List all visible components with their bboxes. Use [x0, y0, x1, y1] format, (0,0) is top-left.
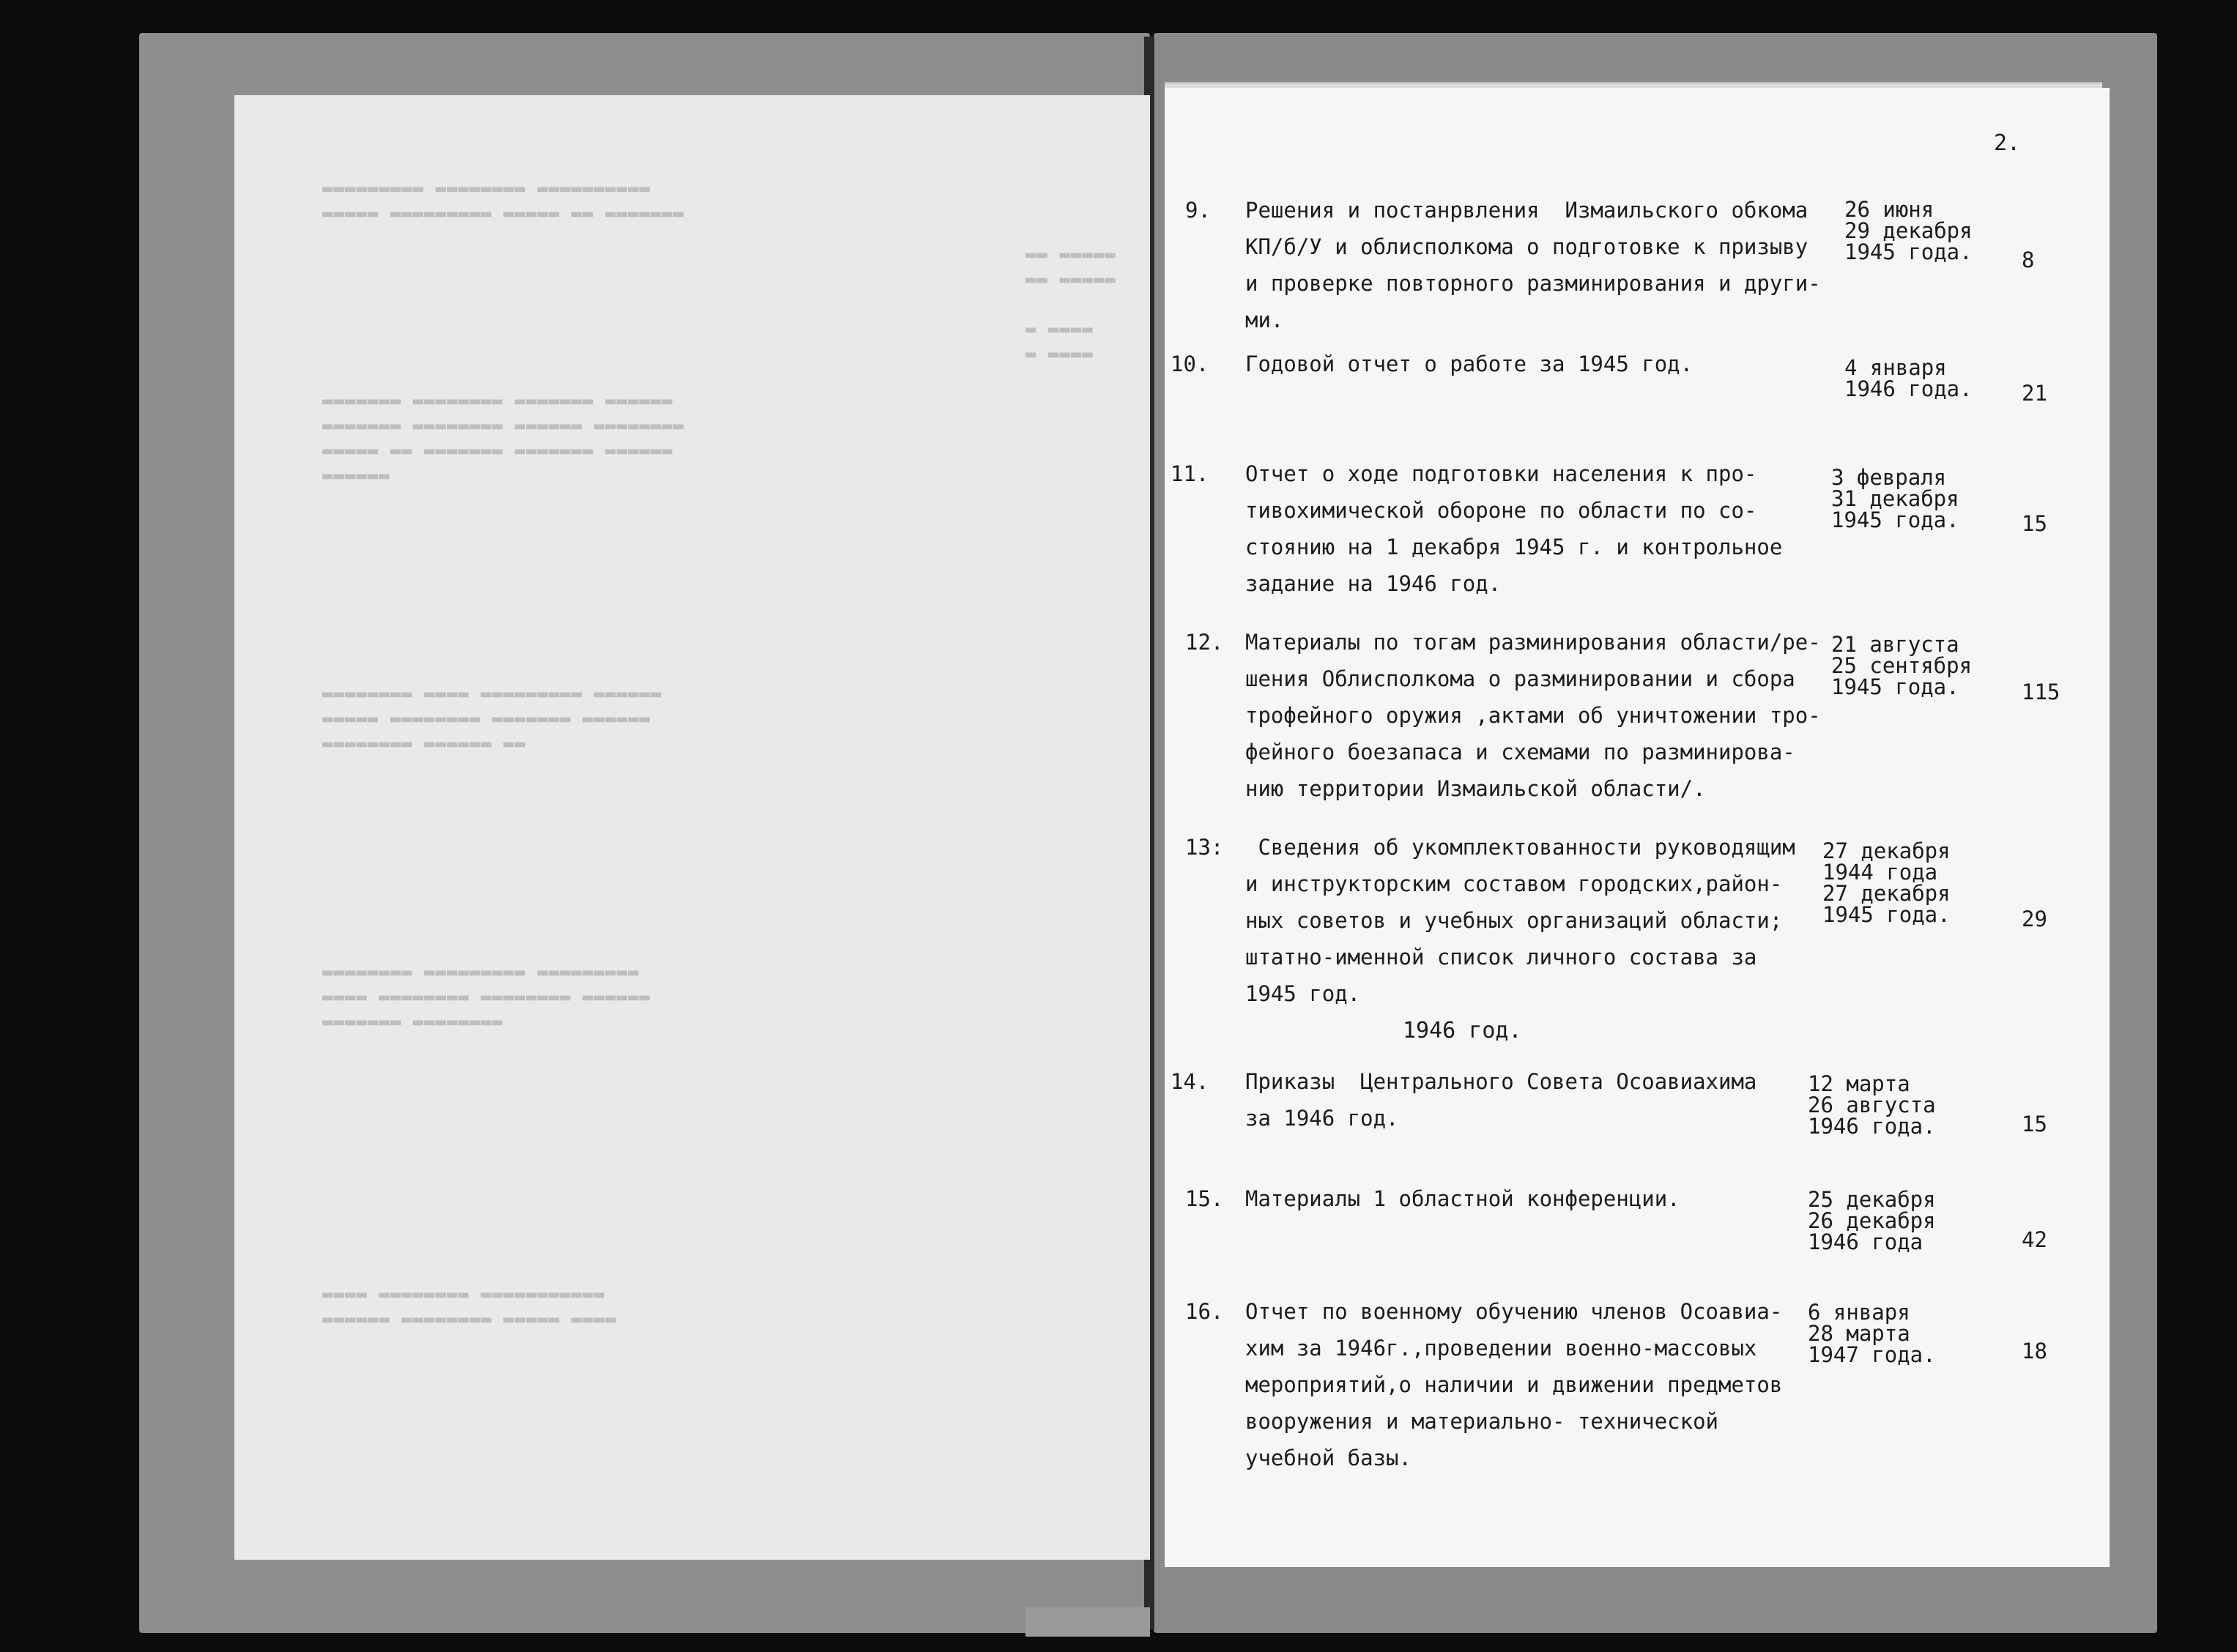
entry-number: 12. — [1185, 630, 1224, 655]
entry-dates: 3 февраля 31 декабря 1945 года. — [1831, 465, 1959, 532]
entry-dates: 21 августа 25 сентября 1945 года. — [1831, 632, 1973, 699]
year-section-heading: 1946 год. — [1403, 1018, 1522, 1043]
bleed-through-text-block: ▬▬▬▬▬▬▬▬ ▬▬▬▬▬▬▬▬▬ ▬▬▬▬▬▬▬▬▬ ▬▬▬▬ ▬▬▬▬▬▬▬▬ ▬▬▬▬▬▬▬▬ ▬▬▬▬▬▬ ▬▬▬▬▬▬▬ ▬▬▬▬▬▬▬▬ — [322, 961, 651, 1032]
entry-sheet-count: 21 — [2022, 381, 2047, 406]
entry-dates: 27 декабря 1944 года 27 декабря 1945 года. — [1822, 838, 1951, 927]
spine-tab — [1025, 1607, 1150, 1637]
entry-sheet-count: 42 — [2022, 1227, 2047, 1252]
left-page-blank-reverse — [234, 95, 1150, 1560]
bleed-through-text-block: ▬▬▬▬▬▬▬▬▬ ▬▬▬▬▬▬▬▬ ▬▬▬▬▬▬▬▬▬▬ ▬▬▬▬▬ ▬▬▬▬▬▬▬▬▬ ▬▬▬▬▬ ▬▬ ▬▬▬▬▬▬▬ — [322, 178, 685, 223]
entry-sheet-count: 8 — [2022, 248, 2035, 272]
entry-sheet-count: 115 — [2022, 680, 2060, 704]
entry-sheet-count: 18 — [2022, 1339, 2047, 1363]
entry-number: 11. — [1171, 461, 1209, 486]
entry-dates: 12 марта 26 августа 1946 года. — [1808, 1071, 1936, 1139]
entry-number: 16. — [1185, 1299, 1224, 1324]
entry-title: Материалы по тогам разминирования области/ре- шения Облисполкома о разминировании и сбора трофейного оружия ,актами об уничтожении тро- фейного боезапаса и схемами по разминирова- нию территории Измаильской области/. — [1245, 630, 1821, 801]
entry-dates: 6 января 28 марта 1947 года. — [1808, 1300, 1936, 1367]
entry-number: 10. — [1171, 351, 1209, 376]
bleed-through-text-block: ▬▬▬▬ ▬▬▬▬▬▬▬▬ ▬▬▬▬▬▬▬▬▬▬▬ ▬▬▬▬▬▬ ▬▬▬▬▬▬▬▬ ▬▬▬▬▬ ▬▬▬▬ — [322, 1284, 617, 1329]
entry-sheet-count: 29 — [2022, 907, 2047, 931]
entry-number: 9. — [1185, 198, 1211, 223]
bleed-through-date-column: ▬▬ ▬▬▬▬▬ ▬▬ ▬▬▬▬▬ ▬ ▬▬▬▬ ▬ ▬▬▬▬ — [1025, 244, 1116, 364]
entry-title: Материалы 1 областной конференции. — [1245, 1186, 1680, 1211]
entry-title: Отчет о ходе подготовки населения к про- тивохимической обороне по области по со- стоянию на 1 декабря 1945 г. и контрольное задание на 1946 год. — [1245, 461, 1783, 596]
entry-dates: 4 января 1946 года. — [1844, 355, 1973, 401]
entry-sheet-count: 15 — [2022, 511, 2047, 536]
entry-sheet-count: 15 — [2022, 1112, 2047, 1136]
page-number: 2. — [1994, 130, 2021, 156]
entry-title: Приказы Центрального Совета Осоавиахима за 1946 год. — [1245, 1069, 1757, 1131]
entry-number: 15. — [1185, 1186, 1224, 1211]
entry-title: Сведения об укомплектованности руководящим и инструкторским составом городских,район- ных советов и учебных организаций области; штатно-именной список личного состава за 1945 год. — [1245, 835, 1795, 1006]
entry-number: 14. — [1171, 1069, 1209, 1094]
entry-dates: 25 декабря 26 декабря 1946 года — [1808, 1187, 1936, 1254]
bleed-through-text-block: ▬▬▬▬▬▬▬ ▬▬▬▬▬▬▬▬ ▬▬▬▬▬▬▬ ▬▬▬▬▬▬ ▬▬▬▬▬▬▬ ▬▬▬▬▬▬▬▬ ▬▬▬▬▬▬ ▬▬▬▬▬▬▬▬ ▬▬▬▬▬ ▬▬ ▬▬▬▬▬▬▬ ▬▬▬▬▬▬▬ ▬▬▬▬▬▬ ▬▬▬▬▬▬ — [322, 390, 685, 485]
entry-title: Отчет по военному обучению членов Осоавиа- хим за 1946г.,проведении военно-массовых мероприятий,о наличии и движении предметов вооружения и материально- технической учебной базы. — [1245, 1299, 1783, 1470]
entry-title: Решения и постанрвления Измаильского обкома КП/б/У и облисполкома о подготовке к призыву и проверке повторного разминирования и други- ми. — [1245, 198, 1821, 332]
bleed-through-text-block: ▬▬▬▬▬▬▬▬ ▬▬▬▬ ▬▬▬▬▬▬▬▬▬ ▬▬▬▬▬▬ ▬▬▬▬▬ ▬▬▬▬▬▬▬▬ ▬▬▬▬▬▬▬ ▬▬▬▬▬▬ ▬▬▬▬▬▬▬▬ ▬▬▬▬▬▬ ▬▬ — [322, 683, 662, 754]
entry-dates: 26 июня 29 декабря 1945 года. — [1844, 197, 1973, 264]
entry-number: 13: — [1185, 835, 1224, 860]
entry-title: Годовой отчет о работе за 1945 год. — [1245, 351, 1693, 376]
